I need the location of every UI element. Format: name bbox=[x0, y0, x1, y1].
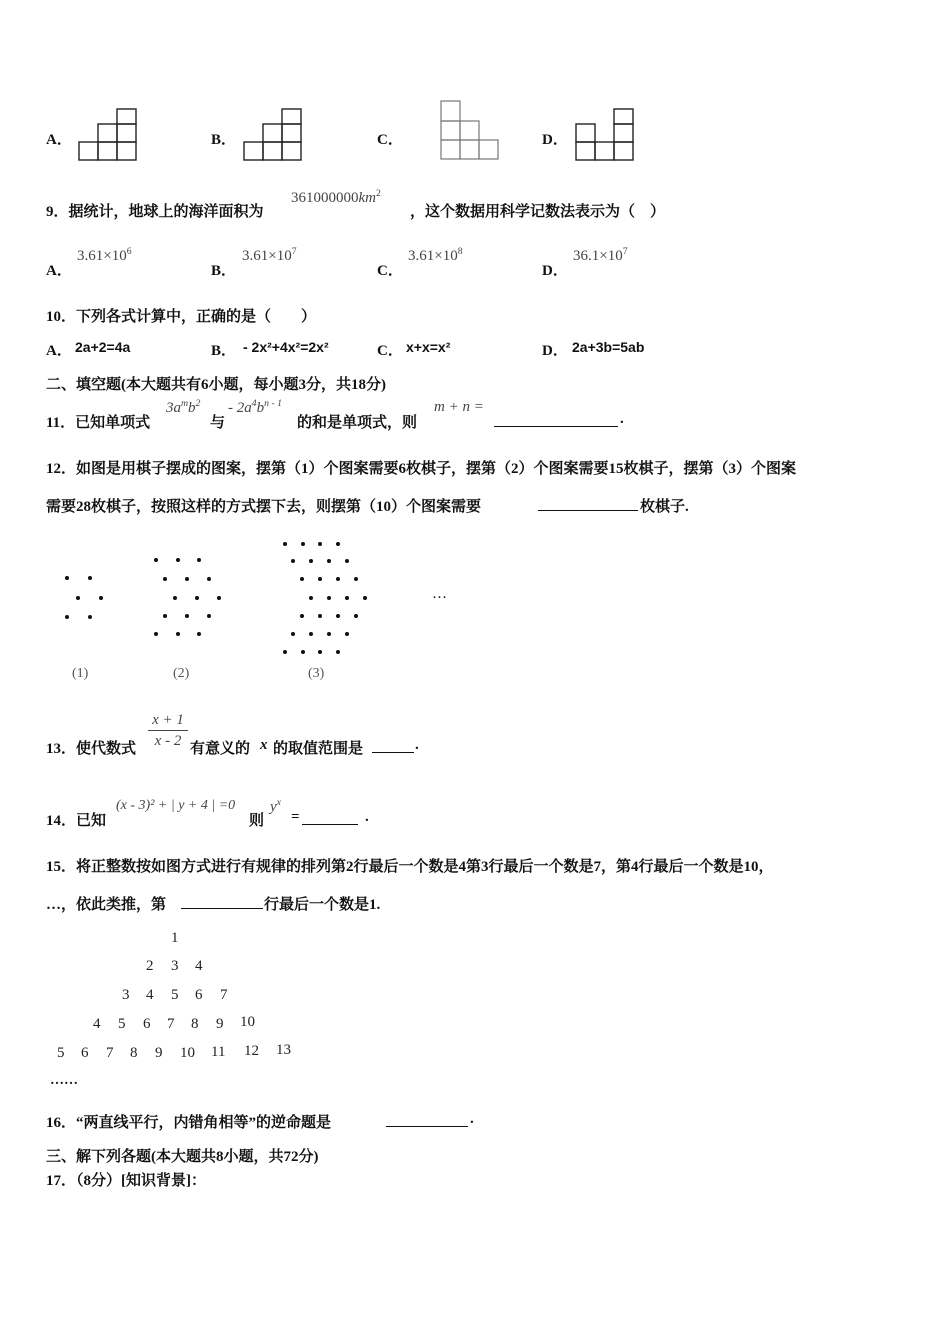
q16-prefix: 16．“两直线平行，内错角相等”的逆命题是 bbox=[46, 1115, 332, 1131]
q15-more: …… bbox=[50, 1073, 78, 1088]
q14-power: $y^x$ bbox=[270, 797, 281, 815]
q9-option-c-value: $3.61\times 10^8$ bbox=[408, 246, 463, 264]
triangle-number: 6 bbox=[81, 1045, 89, 1061]
q10-option-b-letter: B． bbox=[211, 343, 237, 359]
q11-expression: m + n = bbox=[434, 399, 484, 415]
q9-option-d-letter: D． bbox=[542, 263, 568, 279]
triangle-number: 1 bbox=[171, 930, 179, 946]
q12-caption-2: (2) bbox=[173, 666, 190, 681]
section-2-heading: 二、填空题(本大题共有6小题，每小题3分，共18分) bbox=[46, 377, 386, 393]
q15-line2-suffix: 行最后一个数是1. bbox=[264, 897, 381, 913]
q13-suffix: 的取值范围是 bbox=[273, 741, 364, 757]
q11-middle: 的和是单项式，则 bbox=[297, 415, 418, 431]
triangle-number: 10 bbox=[240, 1014, 255, 1030]
q14-prefix: 14．已知 bbox=[46, 813, 107, 829]
q10-stem: 10．下列各式计算中，正确的是（ ） bbox=[46, 309, 317, 325]
q11-end: . bbox=[620, 411, 624, 427]
staircase-figure-a bbox=[78, 108, 140, 162]
section-3-heading: 三、解下列各题(本大题共8小题，共72分) bbox=[46, 1149, 319, 1165]
q10-option-b-text: - 2x²+4x²=2x² bbox=[243, 339, 329, 355]
q11-prefix: 11．已知单项式 bbox=[46, 415, 151, 431]
triangle-number: 8 bbox=[191, 1016, 199, 1032]
q9-option-a-letter: A． bbox=[46, 263, 72, 279]
q12-line2-suffix: 枚棋子. bbox=[640, 499, 689, 515]
triangle-number: 13 bbox=[276, 1042, 291, 1058]
q12-answer-blank[interactable] bbox=[538, 496, 638, 511]
q9-option-b-letter: B． bbox=[211, 263, 237, 279]
q10-option-d-text: 2a+3b=5ab bbox=[572, 339, 645, 355]
triangle-number: 4 bbox=[195, 958, 203, 974]
q16-answer-blank[interactable] bbox=[386, 1112, 468, 1127]
triangle-number: 3 bbox=[122, 987, 130, 1003]
q9-option-c-letter: C． bbox=[377, 263, 403, 279]
q8-option-c-letter: C． bbox=[377, 132, 403, 148]
q15-line1: 15．将正整数按如图方式进行有规律的排列第2行最后一个数是4第3行最后一个数是7，第4行最后一个数是10， bbox=[46, 859, 774, 875]
q12-caption-3: (3) bbox=[308, 666, 325, 681]
q15-answer-blank[interactable] bbox=[181, 894, 263, 909]
q13-numerator: x + 1 bbox=[152, 712, 184, 728]
triangle-number: 5 bbox=[171, 987, 179, 1003]
q10-option-a-text: 2a+2=4a bbox=[75, 339, 131, 355]
q12-caption-1: (1) bbox=[72, 666, 89, 681]
q13-var: x bbox=[260, 737, 268, 753]
q11-answer-blank[interactable] bbox=[494, 412, 618, 427]
triangle-number: 7 bbox=[220, 987, 228, 1003]
q14-answer-blank[interactable] bbox=[302, 810, 358, 825]
q14-eq: = bbox=[291, 809, 300, 825]
q10-option-c-letter: C． bbox=[377, 343, 403, 359]
q9-option-d-value: $36.1\times 10^7$ bbox=[573, 246, 628, 264]
q16-end: . bbox=[470, 1111, 474, 1127]
triangle-number: 9 bbox=[155, 1045, 163, 1061]
q13-end: . bbox=[415, 737, 419, 753]
triangle-number: 12 bbox=[244, 1043, 259, 1059]
triangle-number: 6 bbox=[143, 1016, 151, 1032]
q8-option-a-letter: A． bbox=[46, 132, 72, 148]
triangle-number: 4 bbox=[146, 987, 154, 1003]
q11-term2: - $2a^4b^{n - 1}$ bbox=[228, 398, 282, 416]
question-17-heading: 17．（8分）[知识背景]： bbox=[46, 1173, 206, 1189]
q13-denominator: x - 2 bbox=[154, 733, 182, 749]
q13-fraction bbox=[148, 711, 188, 750]
triangle-number: 3 bbox=[171, 958, 179, 974]
q13-middle: 有意义的 bbox=[190, 741, 251, 757]
staircase-figure-b bbox=[243, 108, 305, 162]
q14-end: . bbox=[365, 809, 369, 825]
q9-suffix: ，这个数据用科学记数法表示为（ ） bbox=[410, 204, 666, 220]
q9-area-value: $361000000km^2$ bbox=[291, 188, 381, 206]
staircase-figure-c bbox=[440, 100, 502, 162]
q9-prefix: 9．据统计，地球上的海洋面积为 bbox=[46, 204, 264, 220]
triangle-number: 10 bbox=[180, 1045, 195, 1061]
q13-answer-blank[interactable] bbox=[372, 738, 414, 753]
triangle-number: 7 bbox=[167, 1016, 175, 1032]
q14-equation: (x - 3)² + | y + 4 | =0 bbox=[116, 798, 236, 813]
q15-line2-prefix: …，依此类推，第 bbox=[46, 897, 167, 913]
triangle-number: 9 bbox=[216, 1016, 224, 1032]
q9-option-a-value: $3.61\times 10^6$ bbox=[77, 246, 132, 264]
q12-line1: 12．如图是用棋子摆成的图案，摆第（1）个图案需要6枚棋子，摆第（2）个图案需要15枚棋子，摆第（3）个图案 bbox=[46, 461, 797, 477]
q10-option-d-letter: D． bbox=[542, 343, 568, 359]
triangle-number: 4 bbox=[93, 1016, 101, 1032]
q11-term1: $3a^mb^2$ bbox=[166, 398, 201, 416]
triangle-number: 5 bbox=[118, 1016, 126, 1032]
q11-and: 与 bbox=[210, 415, 226, 431]
q12-line2-prefix: 需要28枚棋子，按照这样的方式摆下去，则摆第（10）个图案需要 bbox=[46, 499, 482, 515]
triangle-number: 2 bbox=[146, 958, 154, 974]
q8-option-b-letter: B． bbox=[211, 132, 237, 148]
staircase-figure-d bbox=[575, 108, 637, 162]
triangle-number: 8 bbox=[130, 1045, 138, 1061]
triangle-number: 7 bbox=[106, 1045, 114, 1061]
q10-option-a-letter: A． bbox=[46, 343, 72, 359]
q10-option-c-text: x+x=x² bbox=[406, 339, 451, 355]
q9-option-b-value: $3.61\times 10^7$ bbox=[242, 246, 297, 264]
q12-ellipsis: … bbox=[432, 586, 447, 602]
triangle-number: 5 bbox=[57, 1045, 65, 1061]
triangle-number: 11 bbox=[211, 1044, 226, 1060]
triangle-number: 6 bbox=[195, 987, 203, 1003]
q13-prefix: 13．使代数式 bbox=[46, 741, 137, 757]
q14-then: 则 bbox=[249, 813, 265, 829]
q8-option-d-letter: D． bbox=[542, 132, 568, 148]
